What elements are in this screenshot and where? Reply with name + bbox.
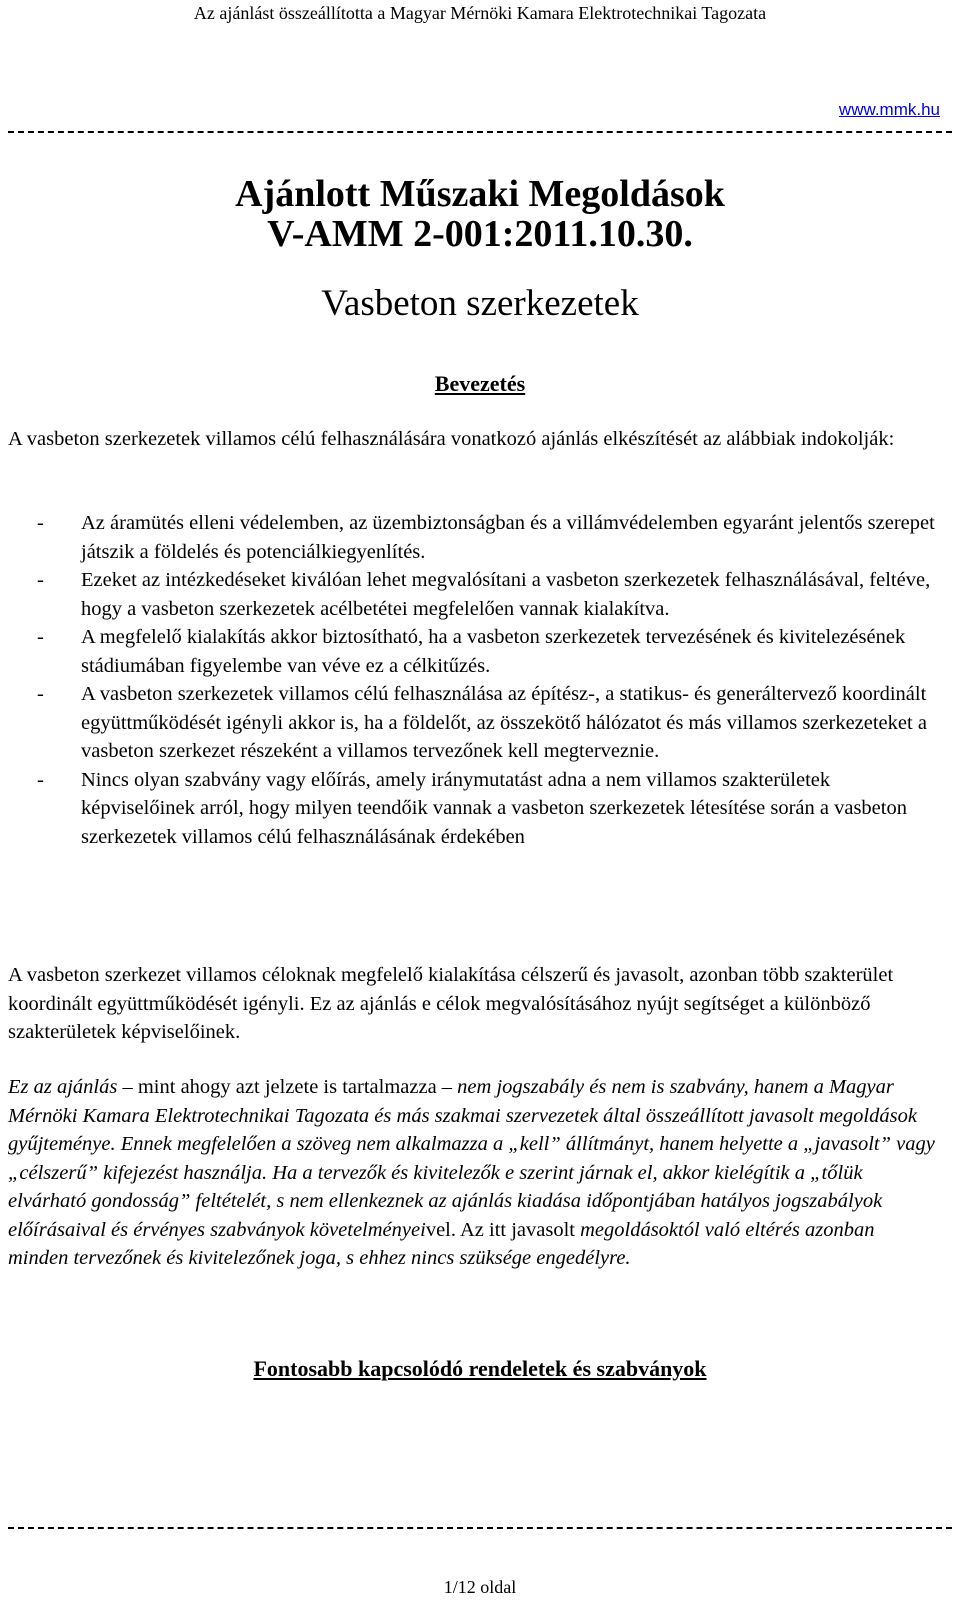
disclaimer-part: megoldásoktól való eltérés azonban minden tervezőnek és kivitelezőnek joga, s ehhez nincs szüksége engedélyre. — [8, 1218, 875, 1269]
list-item — [8, 680, 938, 766]
bullet-dash: - — [37, 768, 44, 791]
list-item — [8, 566, 938, 623]
disclaimer-part: – mint ahogy azt jelzete is tartalmazza – — [117, 1076, 458, 1098]
introduction-heading: Bevezetés — [434, 371, 526, 396]
document-code: V-AMM 2-001:2011.10.30. — [267, 213, 693, 255]
list-item-text: A megfelelő kialakítás akkor biztosítható, ha a vasbeton szerkezetek tervezésének és kivitelezésének stádiumában figyelembe van véve ez a célkitűzés. — [81, 626, 906, 677]
list-item — [8, 509, 938, 566]
list-item-text: Az áramütés elleni védelemben, az üzembiztonságban és a villámvédelemben egyaránt jelentős szerepet játszik a földelés és potenciálkiegyenlítés. — [81, 512, 935, 563]
regulations-heading: Fontosabb kapcsolódó rendeletek és szabványok — [253, 1356, 707, 1381]
header-divider — [8, 131, 952, 133]
document-title: Ajánlott Műszaki Megoldások — [235, 173, 725, 215]
introduction-paragraph: A vasbeton szerkezet villamos céloknak megfelelő kialakítása célszerű és javasolt, azonban több szakterület koordinált együttműködését igényli. Ez az ajánlás e célok megvalósításához nyújt segítséget a különböző szakterületek képviselőinek. — [8, 964, 894, 1043]
bullet-dash: - — [37, 569, 44, 591]
bullet-dash: - — [37, 683, 44, 705]
disclaimer-part: nem jogszabály és nem is szabvány, hanem a Magyar Mérnöki Kamara Elektrotechnikai Tagozata és más szakmai szervezetek által összeállított javasolt megoldások gyűjteménye. Ennek megfelelően a szöveg nem alkalmazza a „kell” állítmányt, hanem helyette a „javasolt” vagy „célszerű” kifejezést használja. Ha a tervezők és kivitelezők e szerint járnak el, akkor kielégítik a „tőlük elvárható gondosság” feltételét, s nem ellenkeznek az ajánlás kiadása időpontjában hatályos jogszabályok előírásaival és érvényes szabványok követelményei — [8, 1076, 935, 1241]
list-item-text: Ezeket az intézkedéseket kiválóan lehet megvalósítani a vasbeton szerkezetek felhasználásával, feltéve, hogy a vasbeton szerkezetek acélbetétei megfelelően vannak kialakítva. — [81, 569, 931, 620]
document-subject: Vasbeton szerkezetek — [321, 283, 639, 324]
reasons-list — [8, 509, 938, 851]
disclaimer-part: vel. Az itt javasolt — [425, 1218, 581, 1241]
list-item-text: Nincs olyan szabvány vagy előírás, amely iránymutatást adna a nem villamos szakterületek képviselőinek arról, hogy milyen teendőik vannak a vasbeton szerkezetek létesítése során a vasbeton szerkezetek villamos célú felhasználásának érdekében — [81, 768, 907, 848]
page-header-title: Az ajánlást összeállította a Magyar Mérnöki Kamara Elektrotechnikai Tagozata — [193, 3, 767, 23]
list-item — [8, 766, 938, 852]
page-number: 1/12 oldal — [443, 1577, 517, 1597]
footer-divider — [8, 1527, 952, 1529]
website-link[interactable]: www.mmk.hu — [838, 100, 940, 119]
bullet-dash: - — [37, 626, 44, 648]
introduction-lead: A vasbeton szerkezetek villamos célú felhasználására vonatkozó ajánlás elkészítését az alábbiak indokolják: — [8, 428, 895, 450]
bullet-dash: - — [37, 512, 44, 534]
disclaimer-paragraph — [8, 1073, 938, 1273]
list-item — [8, 623, 938, 680]
disclaimer-part: Ez az ajánlás — [8, 1076, 118, 1098]
list-item-text: A vasbeton szerkezetek villamos célú felhasználása az építész-, a statikus- és generáltervező koordinált együttműködését igényli akkor is, ha a földelőt, az összekötő hálózatot és más villamos szerkezeteket a vasbeton szerkezet részeként a villamos tervezőnek kell megterveznie. — [81, 683, 927, 762]
